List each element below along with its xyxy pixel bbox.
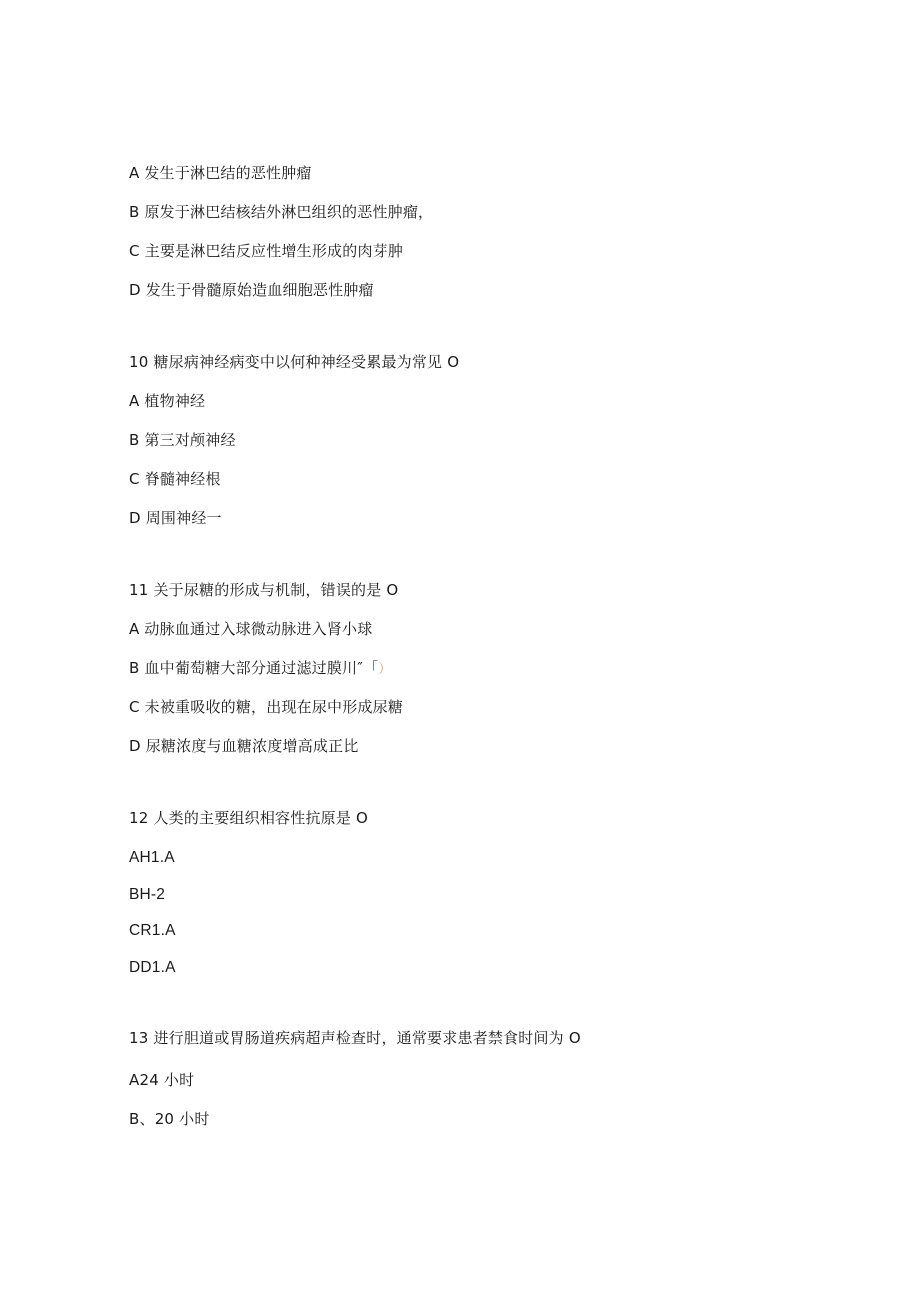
q10-option-b: B 第三对颅神经 [129,431,236,449]
q12-option-b: BH-2 [129,886,166,903]
q10-stem: 10 糖尿病神经病变中以何种神经受累最为常见 O [129,353,460,371]
q9-option-c: C 主要是淋巴结反应性增生形成的肉芽肿 [129,242,404,260]
q10-option-a: A 植物神经 [129,392,206,410]
q9-option-d: D 发生于骨髓原始造血细胞恶性肿瘤 [129,281,374,299]
q11-option-a: A 动脉血通过入球微动脉进入肾小球 [129,620,373,638]
q11-option-d: D 尿糖浓度与血糖浓度增高成正比 [129,737,359,755]
q11-option-b-text: B 血中葡萄糖大部分通过滤过膜川″「 [129,659,379,677]
q11-option-c: C 未被重吸收的糖，出现在尿中形成尿糖 [129,698,404,716]
q13-stem: 13 进行胆道或胃肠道疾病超声检查时，通常要求患者禁食时间为 O [129,1029,581,1047]
q12-stem: 12 人类的主要组织相容性抗原是 O [129,809,369,827]
q11-option-b-mark: ） [378,662,392,677]
q13-option-a: A24 小时 [129,1071,195,1089]
q9-option-b: B 原发于淋巴结核结外淋巴组织的恶性肿瘤， [129,203,434,221]
q12-option-c: CR1.A [129,922,176,939]
q10-option-d: D 周围神经一 [129,509,222,527]
q12-option-d: DD1.A [129,959,176,976]
q12-option-a: AH1.A [129,849,175,866]
q11-option-b [129,658,391,680]
q10-option-c: C 脊髓神经根 [129,470,221,488]
q11-stem: 11 关于尿糖的形成与机制，错误的是 O [129,581,399,599]
q13-option-b: B、20 小时 [129,1110,210,1128]
q9-option-a: A 发生于淋巴结的恶性肿瘤 [129,164,312,182]
